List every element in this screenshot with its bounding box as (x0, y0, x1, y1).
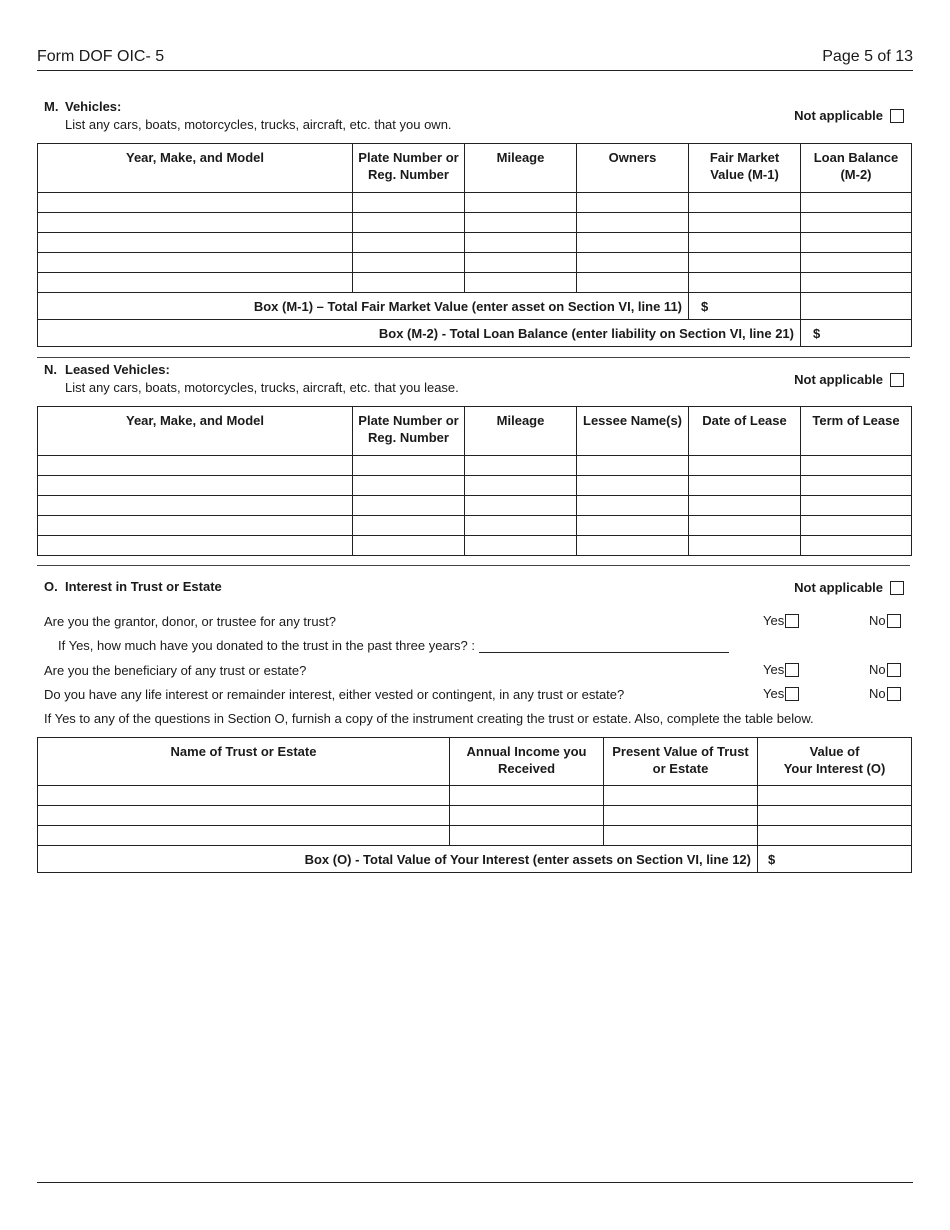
currency-sign: $ (701, 298, 709, 314)
table-cell[interactable] (801, 516, 912, 536)
section-divider (37, 565, 910, 566)
table-cell[interactable] (604, 826, 758, 846)
section-n-title (44, 362, 170, 377)
table-cell[interactable] (38, 273, 353, 293)
table-cell[interactable] (577, 456, 689, 476)
table-cell[interactable] (801, 233, 912, 253)
section-o-instruction: If Yes to any of the questions in Section O, furnish a copy of the instrument creating the trust or estate. Also, complete the table below. (44, 711, 814, 726)
total-m1-value[interactable] (689, 293, 801, 320)
table-row (38, 273, 912, 293)
table-cell[interactable] (604, 806, 758, 826)
total-o-label: Box (O) - Total Value of Your Interest (enter assets on Section VI, line 12) (38, 846, 758, 873)
q3-no (869, 686, 901, 701)
q2-yes-checkbox[interactable] (785, 663, 799, 677)
table-cell[interactable] (689, 273, 801, 293)
col-header: Fair Market Value (M-1) (689, 144, 801, 193)
trust-estate-table (37, 737, 912, 873)
not-applicable-label: Not applicable (794, 580, 883, 595)
table-cell[interactable] (38, 826, 450, 846)
table-row (38, 806, 912, 826)
col-header: Owners (577, 144, 689, 193)
col-header: Plate Number or Reg. Number (353, 407, 465, 456)
currency-sign: $ (813, 325, 821, 341)
not-applicable-label: Not applicable (794, 108, 883, 123)
question-life-interest: Do you have any life interest or remainder interest, either vested or contingent, in any trust or estate? (44, 687, 625, 702)
no-label: No (869, 686, 886, 701)
table-row (38, 233, 912, 253)
table-cell[interactable] (38, 536, 353, 556)
q1-no (869, 613, 901, 628)
col-header: Annual Income you Received (450, 738, 604, 786)
table-cell[interactable] (465, 516, 577, 536)
table-cell[interactable] (689, 516, 801, 536)
table-cell[interactable] (577, 536, 689, 556)
table-row (38, 456, 912, 476)
donation-amount-field[interactable] (479, 640, 729, 653)
table-cell[interactable] (577, 496, 689, 516)
table-cell[interactable] (689, 253, 801, 273)
section-o-letter: O. (44, 579, 58, 594)
table-cell[interactable] (450, 826, 604, 846)
table-cell[interactable] (450, 806, 604, 826)
q1-yes (763, 613, 799, 628)
q1-yes-checkbox[interactable] (785, 614, 799, 628)
yes-label: Yes (763, 686, 785, 701)
total-o-value[interactable] (758, 846, 912, 873)
table-cell[interactable] (465, 273, 577, 293)
q2-no (869, 662, 901, 677)
table-cell[interactable] (689, 193, 801, 213)
table-cell[interactable] (801, 456, 912, 476)
table-cell[interactable] (577, 193, 689, 213)
leased-header-row (38, 407, 912, 456)
total-m2-value[interactable] (801, 320, 912, 347)
table-cell[interactable] (353, 516, 465, 536)
table-cell[interactable] (689, 456, 801, 476)
table-cell[interactable] (38, 496, 353, 516)
table-row (38, 193, 912, 213)
table-cell[interactable] (353, 536, 465, 556)
footer-rule (37, 1182, 913, 1183)
col-header: Mileage (465, 144, 577, 193)
col-header: Date of Lease (689, 407, 801, 456)
table-cell[interactable] (38, 193, 353, 213)
total-m2-label: Box (M-2) - Total Loan Balance (enter liability on Section VI, line 21) (38, 320, 801, 347)
table-cell[interactable] (38, 213, 353, 233)
table-cell[interactable] (758, 786, 912, 806)
section-m-letter: M. (44, 99, 59, 114)
table-cell[interactable] (801, 213, 912, 233)
no-label: No (869, 662, 886, 677)
col-header: Year, Make, and Model (38, 144, 353, 193)
table-cell[interactable] (465, 536, 577, 556)
table-cell[interactable] (801, 536, 912, 556)
table-row (38, 496, 912, 516)
table-cell[interactable] (38, 806, 450, 826)
section-o-heading: Interest in Trust or Estate (65, 579, 222, 594)
table-cell[interactable] (465, 456, 577, 476)
table-cell[interactable] (465, 233, 577, 253)
table-cell[interactable] (577, 213, 689, 233)
col-header: Mileage (465, 407, 577, 456)
total-m2-row (38, 320, 912, 347)
table-cell[interactable] (353, 476, 465, 496)
table-cell[interactable] (577, 516, 689, 536)
table-cell[interactable] (38, 476, 353, 496)
section-m-not-applicable (794, 108, 904, 123)
table-cell[interactable] (38, 456, 353, 476)
not-applicable-label: Not applicable (794, 372, 883, 387)
table-cell[interactable] (801, 253, 912, 273)
section-n-subtitle: List any cars, boats, motorcycles, trucks, aircraft, etc. that you lease. (65, 380, 459, 395)
table-cell[interactable] (465, 213, 577, 233)
table-cell[interactable] (465, 253, 577, 273)
total-m1-label: Box (M-1) – Total Fair Market Value (enter asset on Section VI, line 11) (38, 293, 689, 320)
table-cell[interactable] (38, 253, 353, 273)
q3-no-checkbox[interactable] (887, 687, 901, 701)
table-cell[interactable] (604, 786, 758, 806)
table-cell[interactable] (689, 496, 801, 516)
total-m1-row (38, 293, 912, 320)
table-row (38, 786, 912, 806)
section-n-not-applicable-checkbox[interactable] (890, 373, 904, 387)
table-cell[interactable] (353, 193, 465, 213)
currency-sign: $ (768, 851, 776, 867)
table-row (38, 826, 912, 846)
section-divider (37, 357, 910, 358)
section-o-not-applicable (794, 580, 904, 595)
col-header: Name of Trust or Estate (38, 738, 450, 786)
table-cell (801, 293, 912, 320)
section-m-subtitle: List any cars, boats, motorcycles, trucks, aircraft, etc. that you own. (65, 117, 452, 132)
q2-yes (763, 662, 799, 677)
table-cell[interactable] (758, 826, 912, 846)
table-cell[interactable] (38, 516, 353, 536)
page-number: Page 5 of 13 (822, 48, 913, 65)
table-cell[interactable] (689, 213, 801, 233)
section-o-not-applicable-checkbox[interactable] (890, 581, 904, 595)
col-header: Value of Your Interest (O) (758, 738, 912, 786)
table-cell[interactable] (577, 233, 689, 253)
section-n-not-applicable (794, 372, 904, 387)
table-row (38, 516, 912, 536)
section-n-heading: Leased Vehicles: (65, 362, 170, 377)
col-header: Plate Number or Reg. Number (353, 144, 465, 193)
table-row (38, 253, 912, 273)
table-cell[interactable] (801, 193, 912, 213)
col-header: Term of Lease (801, 407, 912, 456)
trust-header-row (38, 738, 912, 786)
table-row (38, 213, 912, 233)
table-cell[interactable] (689, 476, 801, 496)
question-beneficiary: Are you the beneficiary of any trust or estate? (44, 663, 307, 678)
table-cell[interactable] (758, 806, 912, 826)
table-cell[interactable] (465, 193, 577, 213)
form-name: Form DOF OIC- 5 (37, 48, 165, 65)
section-m-title (44, 99, 121, 114)
table-cell[interactable] (353, 456, 465, 476)
table-cell[interactable] (450, 786, 604, 806)
table-row (38, 476, 912, 496)
table-cell[interactable] (801, 476, 912, 496)
table-cell[interactable] (801, 273, 912, 293)
no-label: No (869, 613, 886, 628)
table-row (38, 536, 912, 556)
vehicles-table (37, 143, 912, 347)
table-cell[interactable] (353, 273, 465, 293)
yes-label: Yes (763, 662, 785, 677)
page-header (37, 46, 913, 71)
table-cell[interactable] (353, 496, 465, 516)
col-header: Loan Balance (M-2) (801, 144, 912, 193)
leased-vehicles-table (37, 406, 912, 556)
table-cell[interactable] (465, 476, 577, 496)
table-cell[interactable] (353, 253, 465, 273)
col-header: Lessee Name(s) (577, 407, 689, 456)
section-m-heading: Vehicles: (65, 99, 122, 114)
q3-yes-checkbox[interactable] (785, 687, 799, 701)
table-cell[interactable] (689, 536, 801, 556)
vehicles-header-row (38, 144, 912, 193)
q2-no-checkbox[interactable] (887, 663, 901, 677)
section-m-not-applicable-checkbox[interactable] (890, 109, 904, 123)
section-o-title (44, 579, 222, 594)
table-cell[interactable] (577, 253, 689, 273)
table-cell[interactable] (38, 786, 450, 806)
col-header: Present Value of Trust or Estate (604, 738, 758, 786)
section-n-letter: N. (44, 362, 57, 377)
table-cell[interactable] (353, 213, 465, 233)
col-header: Year, Make, and Model (38, 407, 353, 456)
table-cell[interactable] (577, 476, 689, 496)
table-cell[interactable] (689, 233, 801, 253)
table-cell[interactable] (577, 273, 689, 293)
donation-label: If Yes, how much have you donated to the trust in the past three years? : (58, 638, 475, 653)
table-cell[interactable] (801, 496, 912, 516)
table-cell[interactable] (38, 233, 353, 253)
yes-label: Yes (763, 613, 785, 628)
total-o-row (38, 846, 912, 873)
question-donation (58, 638, 729, 653)
question-grantor: Are you the grantor, donor, or trustee for any trust? (44, 614, 336, 629)
q3-yes (763, 686, 799, 701)
table-cell[interactable] (465, 496, 577, 516)
table-cell[interactable] (353, 233, 465, 253)
q1-no-checkbox[interactable] (887, 614, 901, 628)
